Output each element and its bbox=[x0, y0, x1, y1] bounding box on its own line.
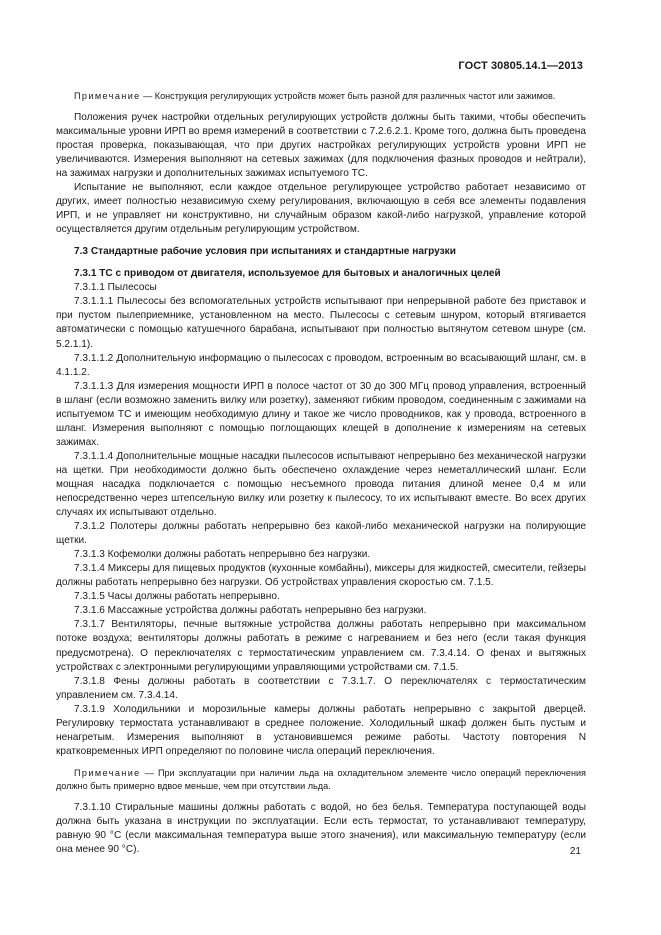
item-7-3-1-6: 7.3.1.6 Массажные устройства должны работать непрерывно без нагрузки. bbox=[74, 605, 427, 617]
item-7-3-1-9: 7.3.1.9 Холодильники и морозильные камеры должны работать непрерывно с закрытой дверцей. Регулировку термостата устанавливают в среднее положение. Холодильный шкаф должен быть пустым и ненагретым. Измерения выполняют в установившемся режиме работы. Частоту повторения N кратковременных ИРП определяют по половине числа операций переключения. bbox=[56, 703, 586, 757]
item-7-3-1-1: 7.3.1.1 Пылесосы bbox=[74, 282, 157, 294]
heading-7-3-1: 7.3.1 ТС с приводом от двигателя, используемое для бытовых и аналогичных целей bbox=[74, 268, 501, 280]
item-7-3-1-10: 7.3.1.10 Стиральные машины должны работать с водой, но без белья. Температура поступающей воды должна быть указана в инструкции по эксплуатации. Если есть термостат, то устанавливают температуру, равную 90 °С (если максимальная температура выше этого значения), или максимальную температуру (если она менее 90 °С). bbox=[56, 801, 586, 855]
item-7-3-1-1-3: 7.3.1.1.3 Для измерения мощности ИРП в полосе частот от 30 до 300 МГц провод управления, встроенный в шланг (если возможно заменить вилку или розетку), заменяют гибким проводом, соединенным с зажимами на испытуемом ТС и имеющим необходимую длину и такое же число проводников, как у провода, встроенного в шланг. Измерения выполняют с помощью поглощающих клещей в дополнение к измерениям на сетевых зажимах. bbox=[56, 380, 586, 448]
item-7-3-1-1-4: 7.3.1.1.4 Дополнительные мощные насадки пылесосов испытывают непрерывно без механической нагрузки на щетки. При необходимости должно быть обеспечено охлаждение через неметаллический шланг. Если мощная насадка подключается с помощью несъемного провода питания длиной менее 0,4 м или непосредственно через штепсельную вилку или розетку к пылесосу, то их испытывают вместе. Во всех других случаях их испытывают отдельно. bbox=[56, 450, 586, 519]
page-content bbox=[56, 90, 586, 857]
page-number: 21 bbox=[569, 846, 581, 857]
note-2-text: При эксплуатации при наличии льда на охладительном элементе число операций переключения должно быть примерно вдвое меньше, чем при отсутствии льда. bbox=[56, 767, 586, 791]
note-2-dash: — bbox=[140, 767, 158, 778]
note-1 bbox=[56, 90, 586, 103]
item-7-3-1-7: 7.3.1.7 Вентиляторы, печные вытяжные устройства должны работать непрерывно при максимальном потоке воздуха; вентиляторы должны работать в режиме с нагреванием и без него (если такая функция предусмотрена). О переключателях с термостатическим управлением см. 7.3.4.14. О фенах и вытяжных устройствах с электронными регулирующими управляющими устройствами см. 7.1.5. bbox=[56, 619, 586, 673]
standard-header: ГОСТ 30805.14.1—2013 bbox=[458, 60, 583, 72]
note-2 bbox=[56, 767, 586, 793]
paragraph-exception: Испытание не выполняют, если каждое отдельное регулирующее устройство работает независимо от других, имеет полностью независимую схему регулирования, включающую в себя все элементы подавления ИРП, и не управляет ни конструктивно, ни случайным образом какой-либо нагрузкой, управление которой осуществляется другим отдельным регулирующим устройством. bbox=[56, 182, 586, 236]
note-1-dash: — bbox=[140, 91, 155, 101]
paragraph-settings: Положения ручек настройки отдельных регулирующих устройств должны быть такими, чтобы обеспечить максимальные уровни ИРП во время измерений в соответствии с 7.2.6.2.1. Кроме того, должна быть проведена простая проверка, показывающая, что при других настройках регулирующих устройств уровни ИРП не увеличиваются. Измерения выполняют на сетевых зажимах (для подключения фазных проводов и нейтрали), на зажимах нагрузки и дополнительных зажимах испытуемого ТС. bbox=[56, 111, 586, 179]
item-7-3-1-8: 7.3.1.8 Фены должны работать в соответствии с 7.3.1.7. О переключателях с термостатическим управлением см. 7.3.4.14. bbox=[56, 675, 586, 701]
item-7-3-1-5: 7.3.1.5 Часы должны работать непрерывно. bbox=[74, 591, 280, 603]
item-7-3-1-1-2: 7.3.1.1.2 Дополнительную информацию о пылесосах с проводом, встроенным во всасывающий шланг, см. в 4.1.1.2. bbox=[56, 352, 586, 378]
note-2-label: Примечание bbox=[74, 767, 141, 778]
item-7-3-1-1-1: 7.3.1.1.1 Пылесосы без вспомогательных устройств испытывают при непрерывной работе без приставок и при пустом пылеприемнике, установленном на место. Пылесосы с сетевым шнуром, который втягивается автоматически с помощью катушечного барабана, испытывают при полностью вытянутом сетевом шнуре (см. 5.2.1.1). bbox=[56, 296, 586, 350]
item-7-3-1-4: 7.3.1.4 Миксеры для пищевых продуктов (кухонные комбайны), миксеры для жидкостей, смесители, гейзеры должны работать непрерывно без нагрузки. Об устройствах управления скоростью см. 7.1.5. bbox=[56, 563, 586, 589]
heading-7-3: 7.3 Стандартные рабочие условия при испытаниях и стандартные нагрузки bbox=[74, 246, 456, 258]
item-7-3-1-2: 7.3.1.2 Полотеры должны работать непрерывно без какой-либо механической нагрузки на полирующие щетки. bbox=[56, 521, 586, 547]
item-7-3-1-3: 7.3.1.3 Кофемолки должны работать непрерывно без нагрузки. bbox=[74, 549, 371, 561]
note-1-label: Примечание bbox=[74, 91, 141, 101]
note-1-text: Конструкция регулирующих устройств может быть разной для различных частот или зажимов. bbox=[154, 91, 556, 101]
